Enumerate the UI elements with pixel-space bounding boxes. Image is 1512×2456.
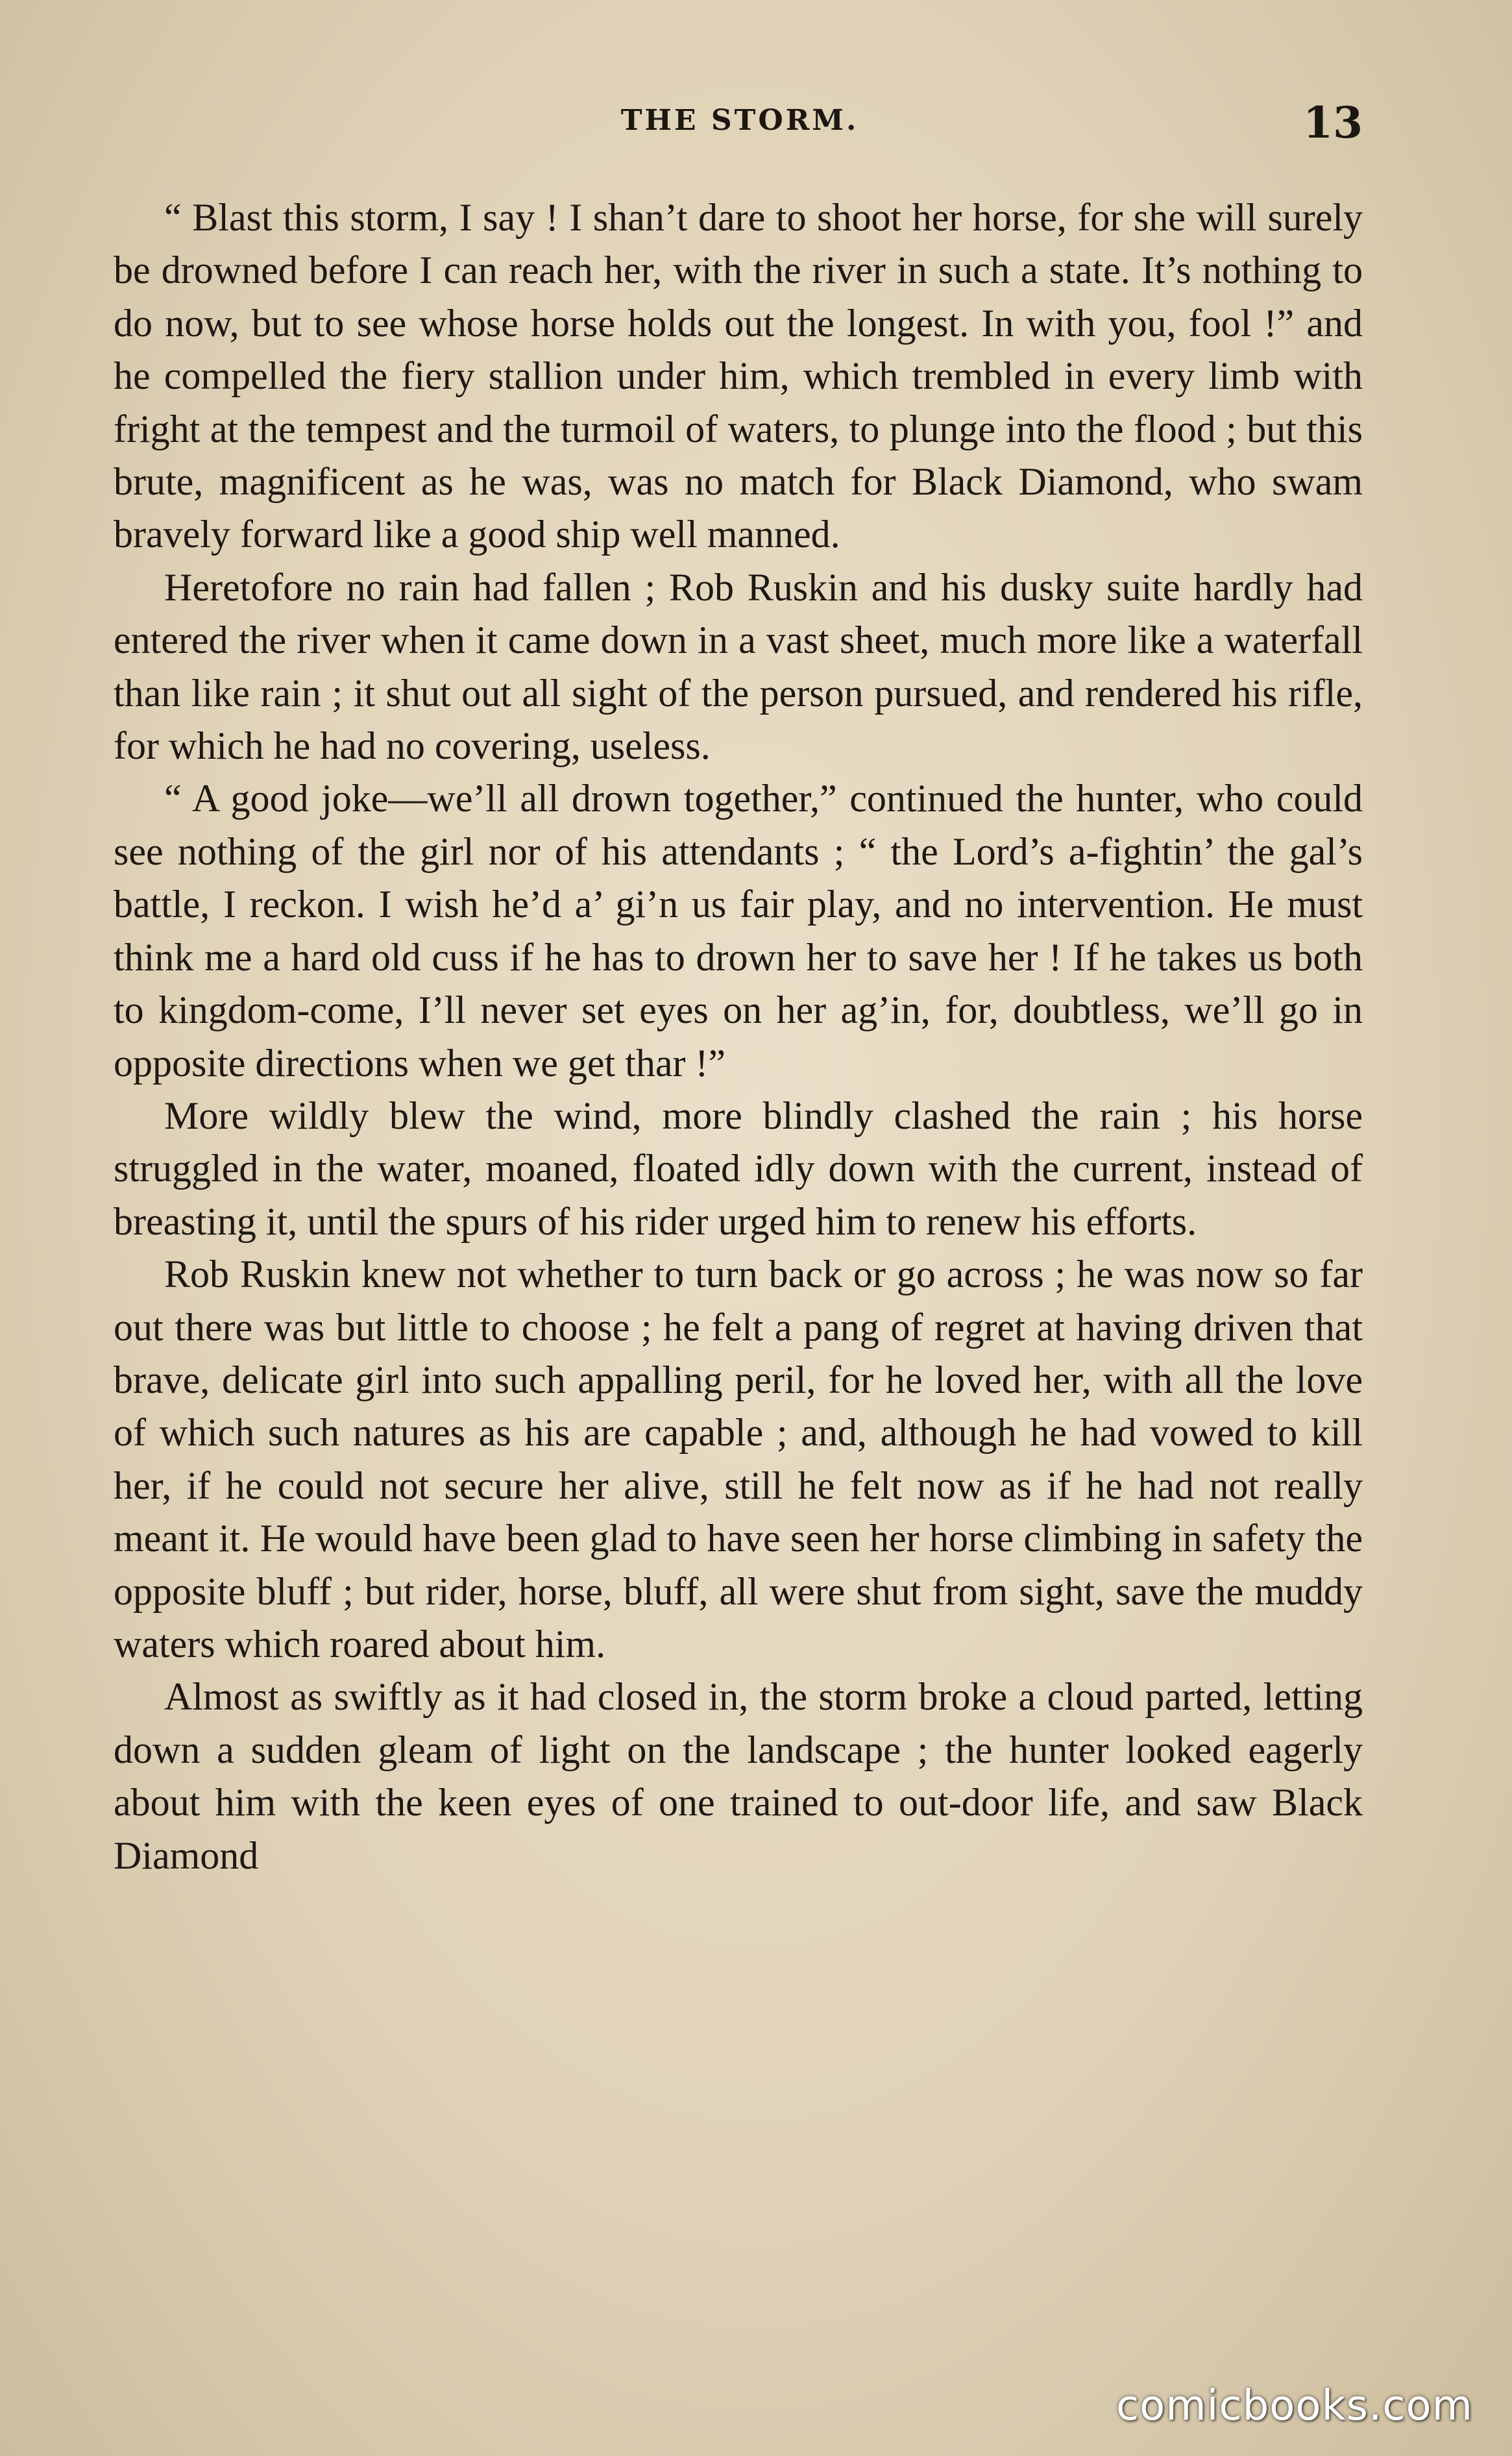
paragraph: Almost as swiftly as it had closed in, the storm broke a cloud parted, letting down a sudden gleam of light on the landscape ; the hunter looked eagerly about him with the keen eyes of one trained to out-door life, and saw Black Diamond [114, 1675, 1363, 1877]
page-number: 13 [1303, 97, 1363, 148]
paragraph: More wildly blew the wind, more blindly clashed the rain ; his horse struggled in the water, moaned, floated idly down with the current, instead of breasting it, until the spurs of his rider urged him to renew his efforts. [114, 1094, 1363, 1243]
paragraph: “ Blast this storm, I say ! I shan’t dare to shoot her horse, for she will surely be drowned before I can reach her, with the river in such a state. It’s nothing to do now, but to see whose horse holds out the longest. In with you, fool !” and he compelled the fiery stallion under him, which trembled in every limb with fright at the tempest and the turmoil of waters, to plunge into the flood ; but this brute, magnificent as he was, was no match for Black Diamond, who swam bravely forward like a good ship well manned. [114, 196, 1363, 556]
paragraph: “ A good joke—we’ll all drown together,” continued the hunter, who could see nothing of the girl nor of his attendants ; “ the Lord’s a-fightin’ the gal’s battle, I reckon. I wish he’d a’ gi’n us fair play, and no intervention. He must think me a hard old cuss if he has to drown her to save her ! If he takes us both to kingdom-come, I’ll never set eyes on her ag’in, for, doubtless, we’ll go in opposite directions when we get thar !” [114, 777, 1363, 1085]
paragraph: Rob Ruskin knew not whether to turn back or go across ; he was now so far out there was but little to choose ; he felt a pang of regret at having driven that brave, delicate girl into such appalling peril, for he loved her, with all the love of which such natures as his are capable ; and, although he had vowed to kill her, if he could not secure her alive, still he felt now as if he had not really meant it. He would have been glad to have seen her horse climbing in safety the opposite bluff ; but rider, horse, bluff, all were shut from sight, save the muddy waters which roared about him. [114, 1253, 1363, 1665]
running-head: THE STORM. [620, 104, 859, 137]
body-text [114, 191, 1363, 1882]
page-header [117, 97, 1363, 149]
watermark: comicbooks.com [1116, 2382, 1473, 2430]
paragraph: Heretofore no rain had fallen ; Rob Ruskin and his dusky suite hardly had entered the river when it came down in a vast sheet, much more like a waterfall than like rain ; it shut out all sight of the person pursued, and rendered his rifle, for which he had no covering, useless. [114, 565, 1363, 768]
